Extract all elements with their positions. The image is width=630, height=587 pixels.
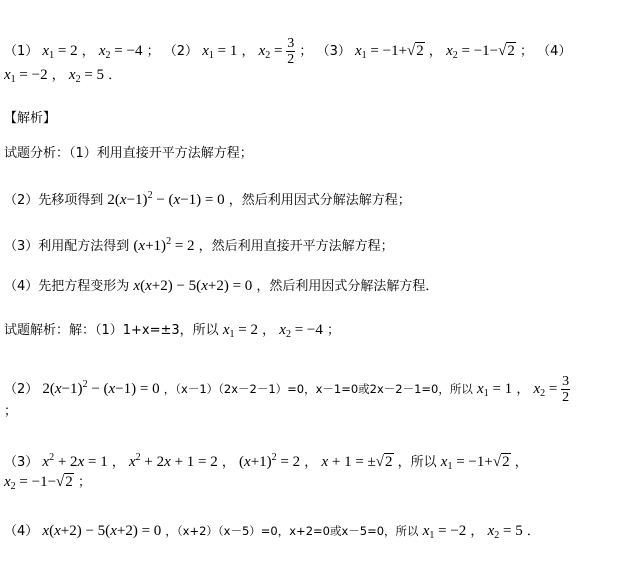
part2-x1: 1	[229, 42, 238, 59]
part1-x1: 2	[70, 42, 78, 59]
analysis-part2: （2）先移项得到 $2(x-1)^2 - (x-1) = 0$ ，然后利用因式分解法解方程；	[4, 190, 411, 208]
part3-label: （3）	[316, 43, 351, 59]
solution-part3: （3） $x^2 + 2x = 1$ ， $x^2 + 2x + 1 = 2$ ， $(x+1)^2 = 2$ ， x + 1 = ±√2 ，所以 $x_1 = -1+√2$ ，	[4, 452, 528, 472]
answer-line-2: $x_1 = -2$ ， $x_2 = 5$ ．	[4, 67, 122, 85]
solution-part2-end: ；	[4, 404, 18, 419]
part4-x2: 5	[96, 67, 105, 83]
solution-part3-line2: $x_2 = -1-√2$ ；	[4, 474, 91, 492]
solution-part1: 试题解析：解：（1）1+x=±3，所以 $x_1 = 2$ ， $x_2 = -4$ ；	[4, 322, 341, 340]
answer-line-1: （1） $x_1 = 2$ ， $x_2 = -4$ ； （2） $x_1 = 1$ ， $x_2$ = $\frac{3}{2}$ ； （3） $x_1 = -1+√2$ ， $x_2 = -1-√2$ ； （4）	[4, 36, 572, 67]
analysis-heading: 【解析】	[4, 111, 57, 126]
solution-part2: （2） $2(x-1)^2 - (x-1) = 0$ ，（x－1）（2x－2－1）=0，x－1=0或2x－2－1=0，所以 $x_1 = 1$ ， $x_2$ = $\frac{3}{2}$	[4, 374, 570, 405]
part2-label: （2）	[163, 43, 199, 59]
part1-x2: −4	[126, 42, 143, 59]
part1-label: （1）	[4, 43, 39, 59]
part4-x1: −2	[31, 67, 48, 83]
analysis-part3: （3）利用配方法得到 $(x+1)^2 = 2$ ，然后利用直接开平方法解方程；	[4, 236, 394, 254]
part4-label: （4）	[537, 43, 572, 59]
analysis-intro: 试题分析：（1）利用直接开平方法解方程；	[4, 146, 253, 161]
part2-x2-fraction: $\frac{3}{2}$	[287, 36, 295, 67]
solution-part4: （4） x(x+2) − 5(x+2) = 0 ，（x+2）（x－5）=0，x+2=0或x－5=0，所以 $x_1 = -2$ ， $x_2 = 5$ ．	[4, 523, 540, 541]
analysis-part4: （4）先把方程变形为 x(x+2) − 5(x+2) = 0 ，然后利用因式分解法解方程．	[4, 278, 439, 294]
